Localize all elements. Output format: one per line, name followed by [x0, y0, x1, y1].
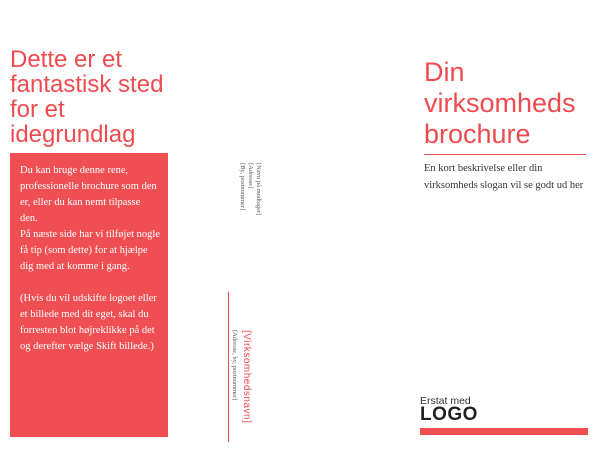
logo-placeholder[interactable]: LOGO: [420, 404, 478, 425]
recipient-name: [Navn på modtager]: [255, 163, 262, 216]
company-divider-line: [228, 292, 229, 442]
brochure-description: En kort beskrivelse eller din virksomheds slogan vil se godt ud her: [424, 163, 584, 191]
company-address: [Adresse, by, postnummer]: [231, 330, 238, 401]
left-panel-heading: Dette er et fantastisk sted for et idegrundlag: [10, 46, 164, 148]
title-divider: [424, 154, 586, 155]
recipient-city: [By, postnummer]: [239, 163, 246, 211]
info-paragraph-1: Du kan bruge denne rene, professionelle brochure som den er, eller du kan nemt tilpasse den.: [20, 165, 157, 224]
logo-caption: Erstat med: [420, 395, 471, 407]
accent-bar: [420, 428, 588, 435]
brochure-title: Din virksomheds brochure: [424, 57, 576, 149]
recipient-address: [Adresse]: [247, 163, 254, 189]
info-paragraph-2: På næste side har vi tilføjet nogle få tip (som dette) for at hjælpe dig med at komme i gang.: [20, 229, 160, 272]
info-paragraph-3: (Hvis du vil udskifte logoet eller et billede med dit eget, skal du forresten blot højreklikke på det og derefter vælge Skift billede.): [20, 293, 157, 352]
info-box: [10, 153, 168, 437]
recipient-address-block: [238, 163, 262, 215]
company-return-block: [230, 330, 252, 423]
company-name: [Virksomhedsnavn]: [241, 330, 252, 424]
